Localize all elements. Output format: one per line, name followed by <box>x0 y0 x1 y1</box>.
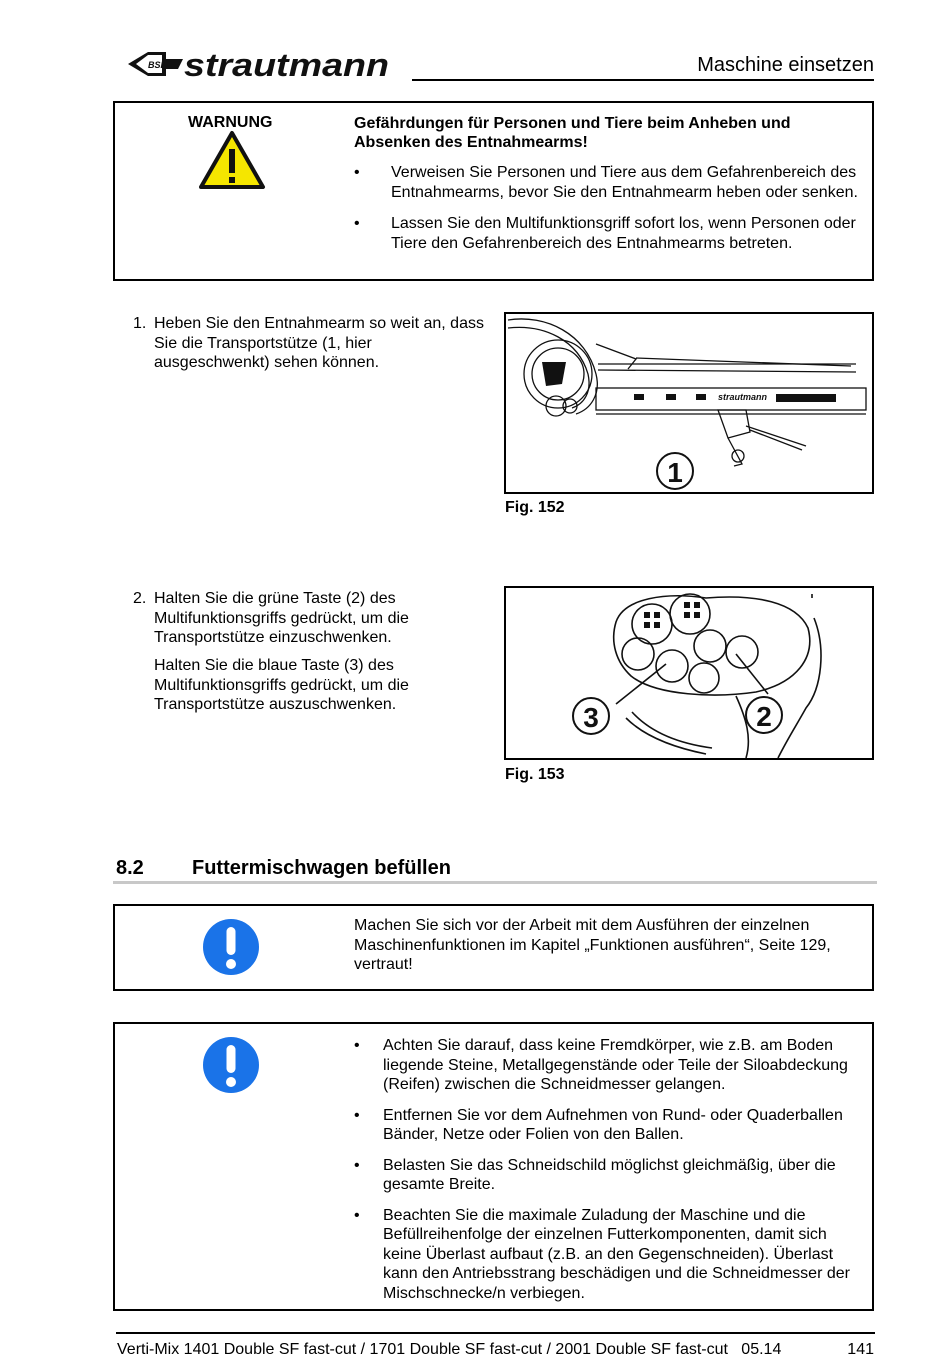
bullet: • <box>354 215 360 232</box>
strautmann-logo <box>128 46 393 82</box>
logo-badge: BSL <box>148 60 166 70</box>
step-number: 1. <box>133 315 147 332</box>
warning-label: WARNUNG <box>188 114 273 131</box>
footer-divider <box>116 1332 875 1334</box>
figure-caption: Fig. 152 <box>505 499 565 516</box>
note-bullet-list <box>354 1036 868 1314</box>
figure-153 <box>504 586 874 760</box>
bullet: • <box>354 1037 360 1054</box>
step-text: Heben Sie den Entnahmearm so weit an, dass Sie die Transportstütze (1, hier ausgeschwenkt) sehen können. <box>154 315 484 371</box>
list-item: • Belasten Sie das Schneidschild möglichst gleichmäßig, über die gesamte Breite. <box>354 1156 836 1193</box>
step-number: 2. <box>133 590 147 607</box>
page-section-title: Maschine einsetzen <box>697 54 874 76</box>
info-exclamation-icon <box>202 1036 260 1094</box>
callout-number: 3 <box>583 702 599 733</box>
step-1 <box>133 314 484 373</box>
joystick-handle-drawing <box>506 588 872 758</box>
bullet: • <box>354 1106 360 1124</box>
callout-number: 1 <box>667 457 683 488</box>
step-text: Halten Sie die grüne Taste (2) des Multifunktionsgriffs gedrückt, um die Transportstütze einzuschwenken. <box>154 590 409 646</box>
figure-caption: Fig. 153 <box>505 766 565 783</box>
bullet: • <box>354 1206 360 1224</box>
header-divider <box>412 79 874 81</box>
callout-number: 2 <box>756 701 772 732</box>
list-item: • Achten Sie darauf, dass keine Fremdkörper, wie z.B. am Boden liegende Steine, Metallgegenstände oder Teile der Siloabdeckung (Reifen) zwischen die Schneidmesser gelangen. <box>354 1037 848 1093</box>
bullet: • <box>354 164 360 181</box>
warning-triangle-icon <box>198 130 266 190</box>
list-item: • Entfernen Sie vor dem Aufnehmen von Rund- oder Quaderballen Bänder, Netze oder Folien von den Ballen. <box>354 1106 843 1143</box>
list-item: • Verweisen Sie Personen und Tiere aus dem Gefahrenbereich des Entnahmearms, bevor Sie den Entnahmearm heben oder senken. <box>354 164 858 201</box>
step-text-continued: Halten Sie die blaue Taste (3) des Multifunktionsgriffs gedrückt, um die Transportstütze auszuschwenken. <box>154 657 409 713</box>
page-number: 141 <box>847 1341 874 1358</box>
machine-brand-label: strautmann <box>718 392 768 402</box>
note-text: Machen Sie sich vor der Arbeit mit dem Ausführen der einzelnen Maschinenfunktionen im Kapitel „Funktionen ausführen“, Seite 129, vertraut! <box>354 917 831 973</box>
warning-bullet-list <box>354 163 861 265</box>
section-number: 8.2 <box>116 857 144 879</box>
step-2 <box>133 589 484 648</box>
info-exclamation-icon <box>202 918 260 976</box>
footer-text: Verti-Mix 1401 Double SF fast-cut / 1701 Double SF fast-cut / 2001 Double SF fast-cut 05.14 <box>117 1341 782 1358</box>
section-title: Futtermischwagen befüllen <box>192 857 451 879</box>
list-item: • Beachten Sie die maximale Zuladung der Maschine und die Befüllreihenfolge der einzelnen Futterkomponenten, damit sich keine Überlast aufbaut (z.B. an den Gegenschneiden). Überlast kann den Antriebsstrang beschädigen und die Schneidmesser der Mischschnecke/n verbiegen. <box>354 1206 850 1302</box>
figure-152 <box>504 312 874 494</box>
warning-title: Gefährdungen für Personen und Tiere beim Anheben und Absenken des Entnahmearms! <box>354 115 791 151</box>
section-divider <box>113 881 877 884</box>
list-item: • Lassen Sie den Multifunktionsgriff sofort los, wenn Personen oder Tiere den Gefahrenbereich des Entnahmearms betreten. <box>354 215 856 252</box>
bullet: • <box>354 1156 360 1174</box>
logo-wordmark: strautmann <box>184 47 389 82</box>
mixer-machine-drawing <box>506 314 872 492</box>
